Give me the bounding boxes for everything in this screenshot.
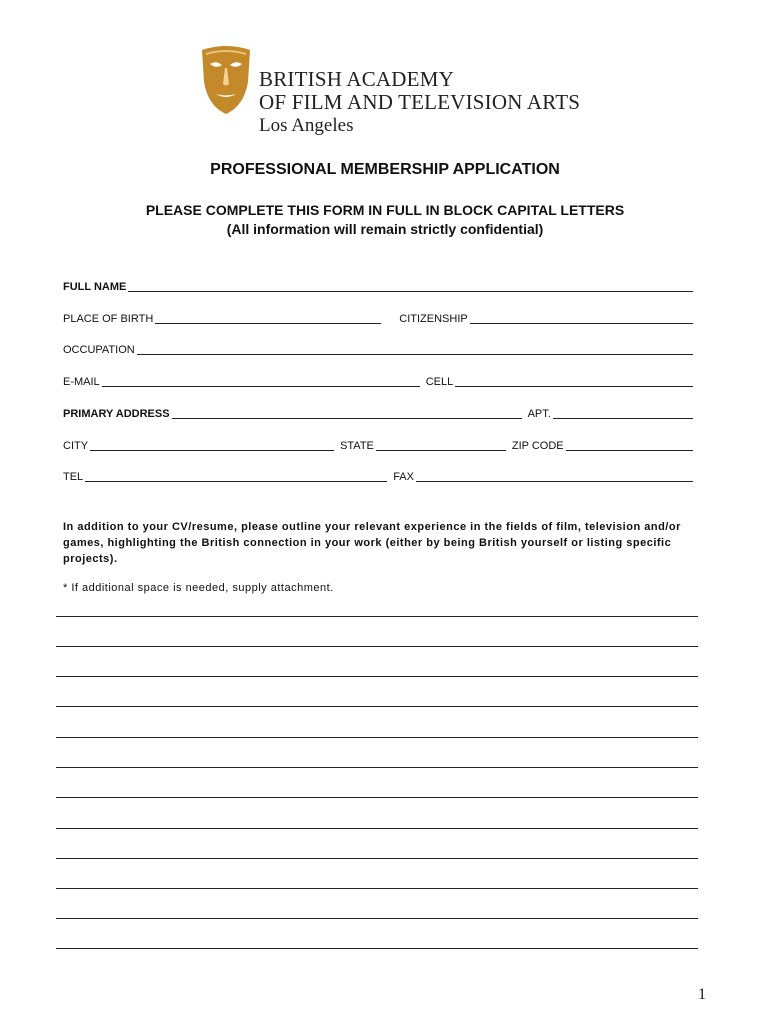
state-label: STATE [340, 440, 374, 452]
citizenship-label: CITIZENSHIP [399, 313, 468, 325]
writing-line[interactable] [56, 948, 698, 949]
page-number: 1 [698, 986, 706, 1003]
writing-line[interactable] [56, 646, 698, 647]
writing-line[interactable] [56, 797, 698, 798]
cell-label: CELL [425, 376, 454, 388]
writing-line[interactable] [56, 676, 698, 677]
email-field[interactable] [102, 374, 420, 387]
writing-line[interactable] [56, 737, 698, 738]
primary-address-label: PRIMARY ADDRESS [63, 408, 170, 420]
city-state-zip-row [63, 435, 693, 453]
form-title: PROFESSIONAL MEMBERSHIP APPLICATION [210, 161, 560, 178]
organization-name [259, 68, 580, 138]
place-of-birth-field[interactable] [155, 311, 381, 324]
occupation-label: OCCUPATION [63, 344, 135, 356]
occupation-row [63, 339, 693, 357]
attachment-note: * If additional space is needed, supply attachment. [63, 582, 334, 594]
org-line-2: OF FILM AND TELEVISION ARTS [259, 90, 581, 114]
city-label: CITY [63, 440, 89, 452]
full-name-label: FULL NAME [63, 281, 127, 293]
instruction-line-1: PLEASE COMPLETE THIS FORM IN FULL IN BLOCK CAPITAL LETTERS [145, 202, 625, 218]
primary-address-field[interactable] [172, 406, 522, 419]
experience-prompt: In addition to your CV/resume, please outline your relevant experience in the fields of film, television and/or games, highlighting the British connection in your work (either by being British yourself or listing specific projects). [63, 521, 681, 565]
zip-code-field[interactable] [566, 438, 693, 451]
occupation-field[interactable] [137, 342, 693, 355]
birth-citizenship-row [63, 308, 693, 326]
apt-field[interactable] [553, 406, 693, 419]
bafta-mask-icon [196, 44, 256, 116]
instruction-line-2: (All information will remain strictly confidential) [226, 221, 544, 237]
apt-label: APT. [527, 408, 551, 420]
zip-code-label: ZIP CODE [511, 440, 564, 452]
writing-line[interactable] [56, 828, 698, 829]
email-label: E-MAIL [63, 376, 100, 388]
email-cell-row [63, 371, 693, 389]
writing-line[interactable] [56, 706, 698, 707]
full-name-row [63, 276, 693, 294]
address-row [63, 403, 693, 421]
tel-label: TEL [63, 471, 84, 483]
citizenship-field[interactable] [470, 311, 693, 324]
writing-line[interactable] [56, 767, 698, 768]
cell-field[interactable] [455, 374, 693, 387]
full-name-field[interactable] [128, 279, 693, 292]
state-field[interactable] [376, 438, 506, 451]
fax-field[interactable] [416, 469, 693, 482]
city-field[interactable] [90, 438, 334, 451]
tel-field[interactable] [85, 469, 387, 482]
writing-line[interactable] [56, 918, 698, 919]
writing-line[interactable] [56, 858, 698, 859]
fax-label: FAX [393, 471, 414, 483]
org-line-3: Los Angeles [259, 115, 354, 136]
writing-line[interactable] [56, 888, 698, 889]
place-of-birth-label: PLACE OF BIRTH [63, 313, 154, 325]
writing-line[interactable] [56, 616, 698, 617]
org-line-1: BRITISH ACADEMY [259, 67, 454, 91]
tel-fax-row [63, 466, 693, 484]
